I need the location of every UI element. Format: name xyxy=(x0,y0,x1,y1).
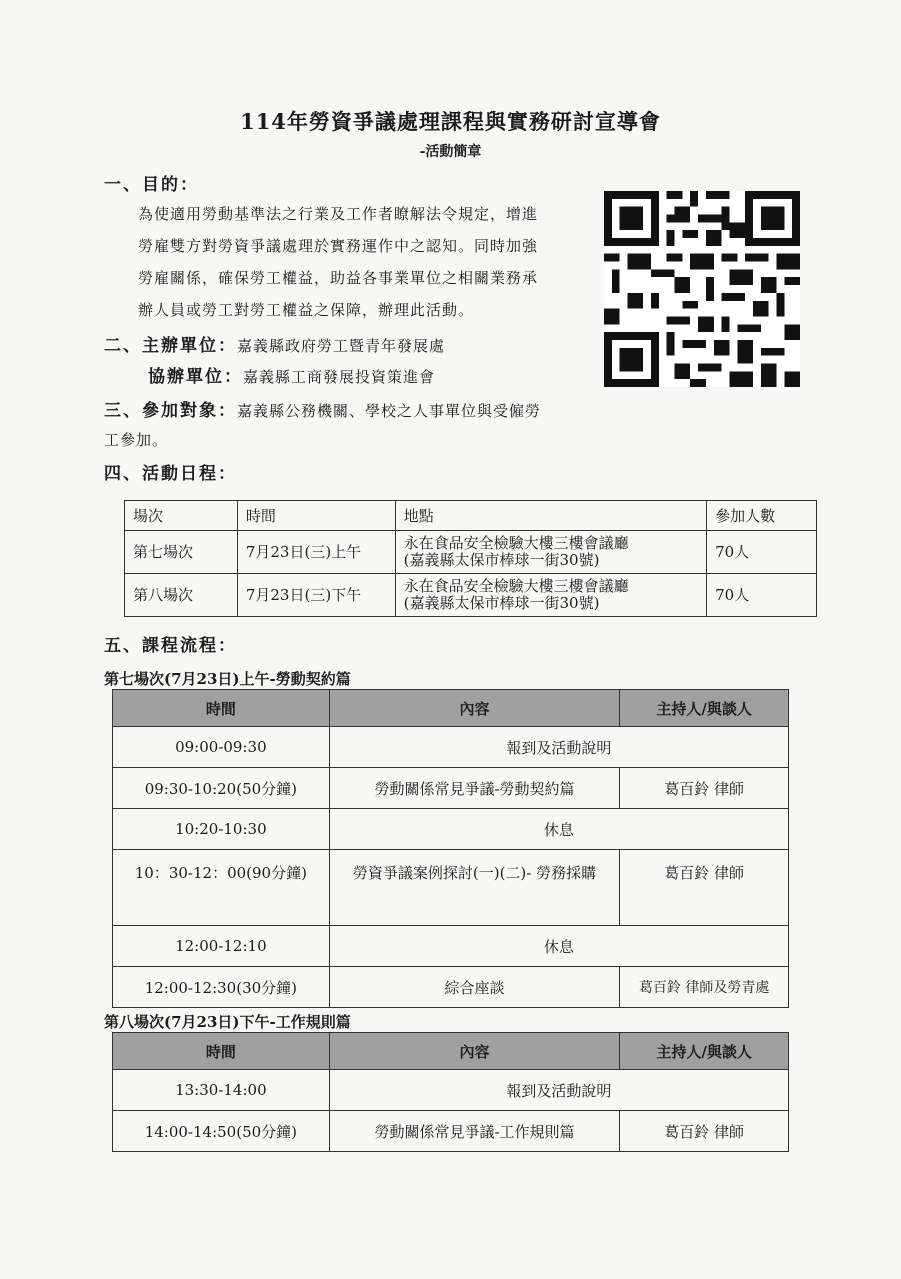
time-cell: 14:00-14:50(50分鐘) xyxy=(113,1111,330,1152)
host-cell: 葛百鈴 律師及勞青處 xyxy=(620,967,789,1008)
flow-header-row xyxy=(113,1033,789,1070)
host-cell: 葛百鈴 律師 xyxy=(620,850,789,926)
header-time: 時間 xyxy=(237,501,395,531)
co-organizer-label: 協辦單位： xyxy=(148,367,243,387)
flow-row xyxy=(113,809,789,850)
place-cell xyxy=(395,531,706,574)
place-address: (嘉義縣太保市棒球一街30號) xyxy=(403,551,600,569)
time-cell: 13:30-14:00 xyxy=(113,1070,330,1111)
header-content: 內容 xyxy=(329,1033,620,1070)
section-1-heading: 一、目的： xyxy=(104,175,199,195)
time-cell: 10:20-10:30 xyxy=(113,809,330,850)
header-time: 時間 xyxy=(113,690,330,727)
organizer-value: 嘉義縣政府勞工暨青年發展處 xyxy=(237,337,446,355)
content-cell: 休息 xyxy=(329,809,788,850)
purpose-line: 勞雇關係，確保勞工權益，助益各事業單位之相關業務承 xyxy=(138,269,539,287)
flow-row xyxy=(113,1070,789,1111)
section-2-heading xyxy=(104,331,445,356)
participants-label: 三、參加對象： xyxy=(104,401,237,421)
count-cell: 70人 xyxy=(707,531,817,574)
content-cell: 勞動關係常見爭議-工作規則篇 xyxy=(329,1111,620,1152)
header-session: 場次 xyxy=(125,501,238,531)
flow-row xyxy=(113,850,789,926)
time-cell: 10：30-12：00(90分鐘) xyxy=(113,850,330,926)
section-5-heading: 五、課程流程： xyxy=(104,636,237,656)
time-cell: 12:00-12:30(30分鐘) xyxy=(113,967,330,1008)
session-cell: 第七場次 xyxy=(125,531,238,574)
qr-code[interactable] xyxy=(604,191,800,387)
purpose-line: 勞雇雙方對勞資爭議處理於實務運作中之認知。同時加強 xyxy=(138,237,539,255)
section-4-heading: 四、活動日程： xyxy=(104,464,237,484)
flow-row xyxy=(113,727,789,768)
session-7-title: 第七場次(7月23日)上午-勞動契約篇 xyxy=(104,670,351,688)
section-3-heading xyxy=(104,396,541,421)
participants-cont: 工參加。 xyxy=(104,431,169,449)
schedule-row xyxy=(125,574,817,617)
header-place: 地點 xyxy=(395,501,706,531)
co-organizer-value: 嘉義縣工商發展投資策進會 xyxy=(243,368,436,386)
time-cell: 09:30-10:20(50分鐘) xyxy=(113,768,330,809)
content-cell: 報到及活動說明 xyxy=(329,1070,788,1111)
content-cell: 勞資爭議案例探討(一)(二)- 勞務採購 xyxy=(329,850,620,926)
content-cell: 綜合座談 xyxy=(329,967,620,1008)
document-subtitle: -活動簡章 xyxy=(419,144,482,160)
time-cell: 09:00-09:30 xyxy=(113,727,330,768)
place-cell xyxy=(395,574,706,617)
count-cell: 70人 xyxy=(707,574,817,617)
flow-header-row xyxy=(113,690,789,727)
flow-row xyxy=(113,768,789,809)
time-cell: 12:00-12:10 xyxy=(113,926,330,967)
header-host: 主持人/與談人 xyxy=(620,1033,789,1070)
organizer-label: 二、主辦單位： xyxy=(104,336,237,356)
header-time: 時間 xyxy=(113,1033,330,1070)
document-title: 114年勞資爭議處理課程與實務研討宣導會 xyxy=(240,109,661,134)
place-name: 永在食品安全檢驗大樓三樓會議廳 xyxy=(403,534,629,552)
content-cell: 休息 xyxy=(329,926,788,967)
place-name: 永在食品安全檢驗大樓三樓會議廳 xyxy=(403,577,629,595)
place-address: (嘉義縣太保市棒球一街30號) xyxy=(403,594,600,612)
flow-row xyxy=(113,1111,789,1152)
purpose-paragraph xyxy=(138,198,583,326)
header-content: 內容 xyxy=(329,690,620,727)
participants-value: 嘉義縣公務機關、學校之人事單位與受僱勞 xyxy=(237,402,542,420)
content-cell: 報到及活動說明 xyxy=(329,727,788,768)
session-8-table xyxy=(112,1032,789,1152)
content-cell: 勞動關係常見爭議-勞動契約篇 xyxy=(329,768,620,809)
time-cell: 7月23日(三)上午 xyxy=(237,531,395,574)
header-count: 參加人數 xyxy=(707,501,817,531)
purpose-line: 為使適用勞動基準法之行業及工作者瞭解法令規定，增進 xyxy=(138,205,539,223)
session-8-title: 第八場次(7月23日)下午-工作規則篇 xyxy=(104,1013,351,1031)
purpose-line: 辦人員或勞工對勞工權益之保障，辦理此活動。 xyxy=(138,301,475,319)
session-cell: 第八場次 xyxy=(125,574,238,617)
flow-row xyxy=(113,967,789,1008)
schedule-header-row xyxy=(125,501,817,531)
host-cell: 葛百鈴 律師 xyxy=(620,768,789,809)
header-host: 主持人/與談人 xyxy=(620,690,789,727)
flow-row xyxy=(113,926,789,967)
schedule-row xyxy=(125,531,817,574)
schedule-table xyxy=(124,500,817,617)
time-cell: 7月23日(三)下午 xyxy=(237,574,395,617)
session-7-table xyxy=(112,689,789,1008)
co-organizer-row xyxy=(148,362,435,387)
host-cell: 葛百鈴 律師 xyxy=(620,1111,789,1152)
